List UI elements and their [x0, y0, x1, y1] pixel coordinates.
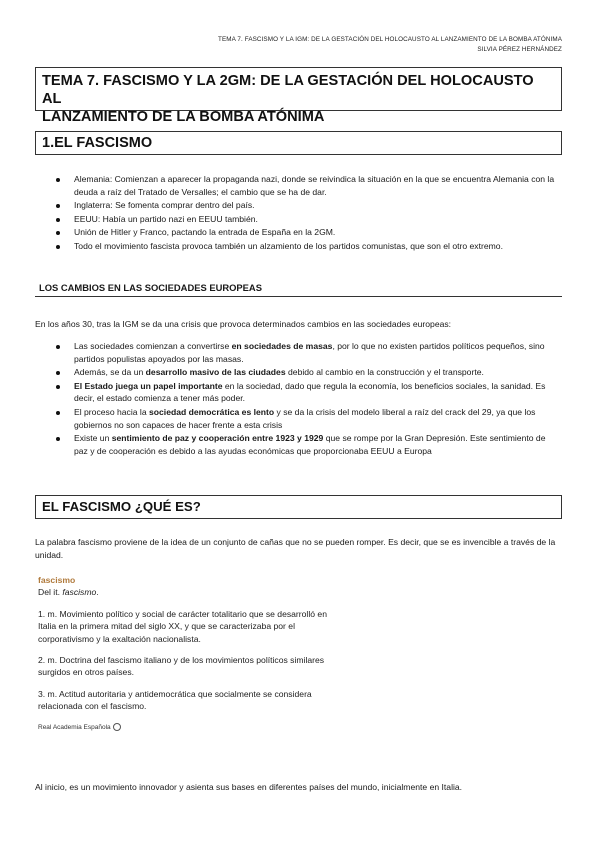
bullet-icon [56, 231, 60, 235]
dictionary-source [38, 722, 338, 734]
etymology-suffix: . [96, 587, 99, 598]
bullet-icon [56, 345, 60, 349]
list-item-text: Además, se da un [74, 367, 146, 378]
list-item-text: que se rompe por la Gran Depresión. Este sentimiento de paz y de cooperación es debido a las ayudas económicas que proporcionaba EEUU a Europa [74, 433, 546, 456]
bullet-icon [56, 204, 60, 208]
cambios-bullet-list [56, 340, 561, 458]
bullet-icon [56, 411, 60, 415]
list-item-text: debido al cambio en la construcción y el transporte. [285, 367, 484, 378]
dictionary-entry [38, 574, 338, 734]
bullet-icon [56, 385, 60, 389]
list-item-text: Alemania: Comienzan a aparecer la propaganda nazi, donde se reivindica la situación en la que se encuentra Alemania con la deuda a raíz del Tratado de Versalles; el cambio que se ha de dar. [74, 174, 555, 197]
list-item-text: , por lo que no existen partidos políticos pequeños, sino partidos populistas apoyados por las masas. [74, 341, 545, 364]
que-es-closing: Al inicio, es un movimiento innovador y asienta sus bases en diferentes países del mundo, inicialmente en Italia. [35, 782, 463, 792]
etymology-prefix: Del it. [38, 587, 63, 598]
bullet-icon [56, 245, 60, 249]
list-item [56, 173, 561, 198]
page-title-line1: TEMA 7. FASCISMO Y LA 2GM: DE LA GESTACIÓN DEL HOLOCAUSTO AL [42, 73, 534, 107]
list-item-text: El proceso hacia la [74, 406, 149, 417]
dictionary-term: fascismo [38, 575, 76, 585]
dictionary-definition-3: 3. m. Actitud autoritaria y antidemocrática que socialmente se considera relacionada con el fascismo. [38, 688, 312, 712]
bullet-icon [56, 437, 60, 441]
list-item-emphasis: en sociedades de masas [231, 341, 333, 351]
list-item-emphasis: desarrollo masivo de las ciudades [145, 367, 286, 378]
list-item [56, 240, 561, 253]
dictionary-definition-1: 1. m. Movimiento político y social de carácter totalitario que se desarrolló en Italia en la primera mitad del siglo XX, y que se caracterizaba por el corporativismo y la exaltación nacionalista. [38, 608, 327, 644]
page-title-line2: LANZAMIENTO DE LA BOMBA ATÓNIMA [42, 109, 325, 125]
running-header-author: SILVIA PÉREZ HERNÁNDEZ [477, 46, 562, 53]
running-header-title: TEMA 7. FASCISMO Y LA IGM: DE LA GESTACIÓN DEL HOLOCAUSTO AL LANZAMIENTO DE LA BOMBA ATÓNIMA [218, 36, 562, 43]
subheading-cambios: LOS CAMBIOS EN LAS SOCIEDADES EUROPEAS [35, 280, 562, 297]
section-heading-fascismo: 1.EL FASCISMO [35, 131, 562, 155]
list-item [56, 199, 561, 212]
list-item-emphasis: sociedad democrática es lento [149, 406, 275, 417]
list-item [56, 432, 561, 457]
list-item [56, 340, 561, 365]
list-item-text: en la sociedad, dado que regula la economía, los beneficios sociales, la sanidad. Es decir, el estado comienza a tener más poder. [74, 380, 546, 404]
info-icon[interactable] [113, 723, 121, 731]
list-item [56, 406, 561, 431]
bullet-icon [56, 371, 60, 375]
cambios-intro: En los años 30, tras la IGM se da una crisis que provoca determinados cambios en las sociedades europeas: [35, 319, 452, 329]
list-item-text: Unión de Hitler y Franco, pactando la entrada de España en la 2GM. [74, 227, 336, 238]
bullet-icon [56, 218, 60, 222]
bullet-icon [56, 178, 60, 182]
list-item-emphasis: El Estado juega un papel importante [74, 380, 223, 391]
list-item-text: Todo el movimiento fascista provoca también un alzamiento de los partidos comunistas, que son el otro extremo. [74, 240, 503, 251]
dictionary-definition-2: 2. m. Doctrina del fascismo italiano y de los movimientos políticos similares surgidos en otros países. [38, 655, 325, 678]
list-item-emphasis: sentimiento de paz y cooperación entre 1923 y 1929 [111, 433, 324, 444]
list-item-text: Las sociedades comienzan a convertirse [74, 341, 232, 351]
list-item [56, 366, 561, 379]
dictionary-etymology [38, 586, 338, 598]
list-item-text: Inglaterra: Se fomenta comprar dentro del país. [74, 200, 255, 211]
list-item-text: EEUU: Había un partido nazi en EEUU también. [74, 213, 258, 224]
list-item [56, 380, 561, 405]
list-item [56, 226, 561, 239]
section-heading-que-es: EL FASCISMO ¿QUÉ ES? [35, 495, 562, 519]
fascismo-bullet-list [56, 173, 561, 254]
list-item [56, 213, 561, 226]
list-item-text: y se da la crisis del modelo liberal a raíz del crack del 29, ya que los gobiernos no son capaces de hacer frente a esta crisis [74, 406, 536, 430]
page-title [35, 67, 562, 125]
dictionary-source-label: Real Academia Española [38, 723, 111, 731]
etymology-word: fascismo [62, 587, 97, 598]
list-item-text: Existe un [74, 433, 112, 444]
que-es-intro: La palabra fascismo proviene de la idea de un conjunto de cañas que no se pueden romper. Es decir, que se es invencible a través de la unidad. [35, 537, 556, 560]
